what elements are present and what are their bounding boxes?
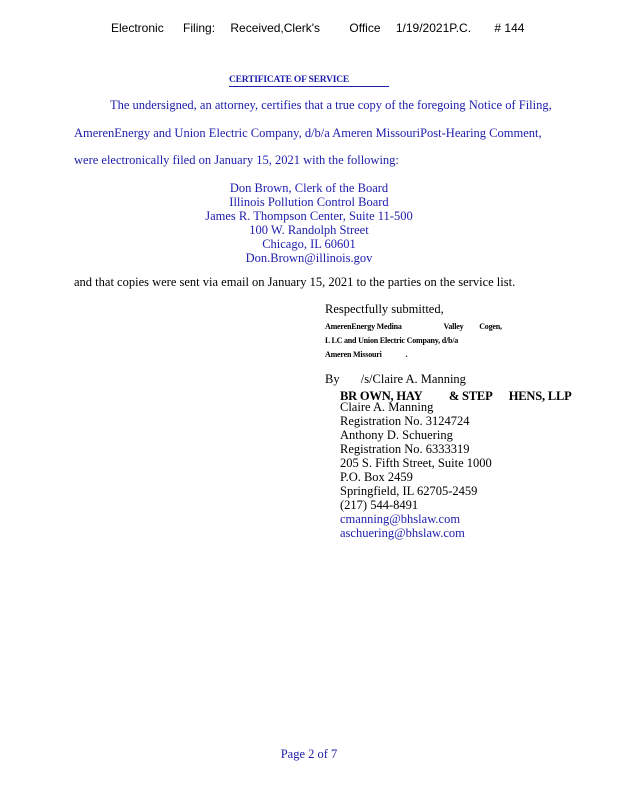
client-line: L LC and Union Electric Company, d/b/a — [325, 336, 459, 345]
client-part: AmerenEnergy Medina — [325, 322, 402, 331]
header-part: Filing: — [183, 21, 216, 35]
client-line — [325, 320, 502, 334]
recipient-line: Illinois Pollution Control Board — [229, 195, 389, 209]
filing-header — [111, 21, 524, 35]
header-part: # 144 — [494, 21, 525, 35]
service-line: and that copies were sent via email on January 15, 2021 to the parties on the service list. — [74, 275, 516, 289]
header-part: Office — [349, 21, 381, 35]
header-part: Received,Clerk's — [230, 21, 321, 35]
recipient-line: 100 W. Randolph Street — [249, 223, 369, 237]
recipient-line: Don Brown, Clerk of the Board — [229, 181, 389, 195]
certificate-title: CERTIFICATE OF SERVICE — [229, 75, 350, 85]
street-address: 205 S. Fifth Street, Suite 1000 — [340, 456, 492, 470]
recipient-block — [0, 181, 618, 265]
attorney-name: Anthony D. Schuering — [340, 428, 453, 442]
page-number: Page 2 of 7 — [280, 747, 338, 761]
client-part: Valley — [443, 322, 464, 331]
header-part: Electronic — [111, 21, 164, 35]
by-label: By — [325, 372, 340, 386]
phone-number: (217) 544-8491 — [340, 498, 419, 512]
firm-part: BR OWN, HAY — [340, 389, 422, 403]
recipient-line: James R. Thompson Center, Suite 11-500 — [205, 209, 413, 223]
client-part: Cogen, — [479, 322, 502, 331]
registration-number: Registration No. 6333319 — [340, 442, 470, 456]
signature-by-line — [325, 372, 466, 386]
recipient-email[interactable]: Don.Brown@illinois.gov — [245, 251, 373, 265]
title-underline — [229, 86, 389, 87]
firm-part: HENS, LLP — [508, 389, 572, 403]
client-part: Ameren Missouri — [325, 350, 382, 359]
respectfully-submitted: Respectfully submitted, — [325, 302, 444, 316]
firm-part: & STEP — [448, 389, 492, 403]
intro-line: AmerenEnergy and Union Electric Company, d/b/a Ameren MissouriPost-Hearing Comment, — [74, 126, 542, 140]
recipient-line: Chicago, IL 60601 — [262, 237, 356, 251]
email-link[interactable]: cmanning@bhslaw.com — [340, 512, 461, 526]
po-box: P.O. Box 2459 — [340, 470, 413, 484]
header-part: 1/19/2021P.C. — [395, 21, 472, 35]
intro-line: The undersigned, an attorney, certifies that a true copy of the foregoing Notice of Filing, — [110, 98, 552, 112]
client-part: . — [405, 350, 408, 359]
email-link[interactable]: aschuering@bhslaw.com — [340, 526, 465, 540]
client-line — [325, 348, 407, 362]
attorney-name: Claire A. Manning — [340, 400, 434, 414]
signer-name: /s/Claire A. Manning — [360, 372, 466, 386]
registration-number: Registration No. 3124724 — [340, 414, 470, 428]
city-state-zip: Springfield, IL 62705-2459 — [340, 484, 478, 498]
intro-line: were electronically filed on January 15, 2021 with the following: — [74, 153, 399, 167]
